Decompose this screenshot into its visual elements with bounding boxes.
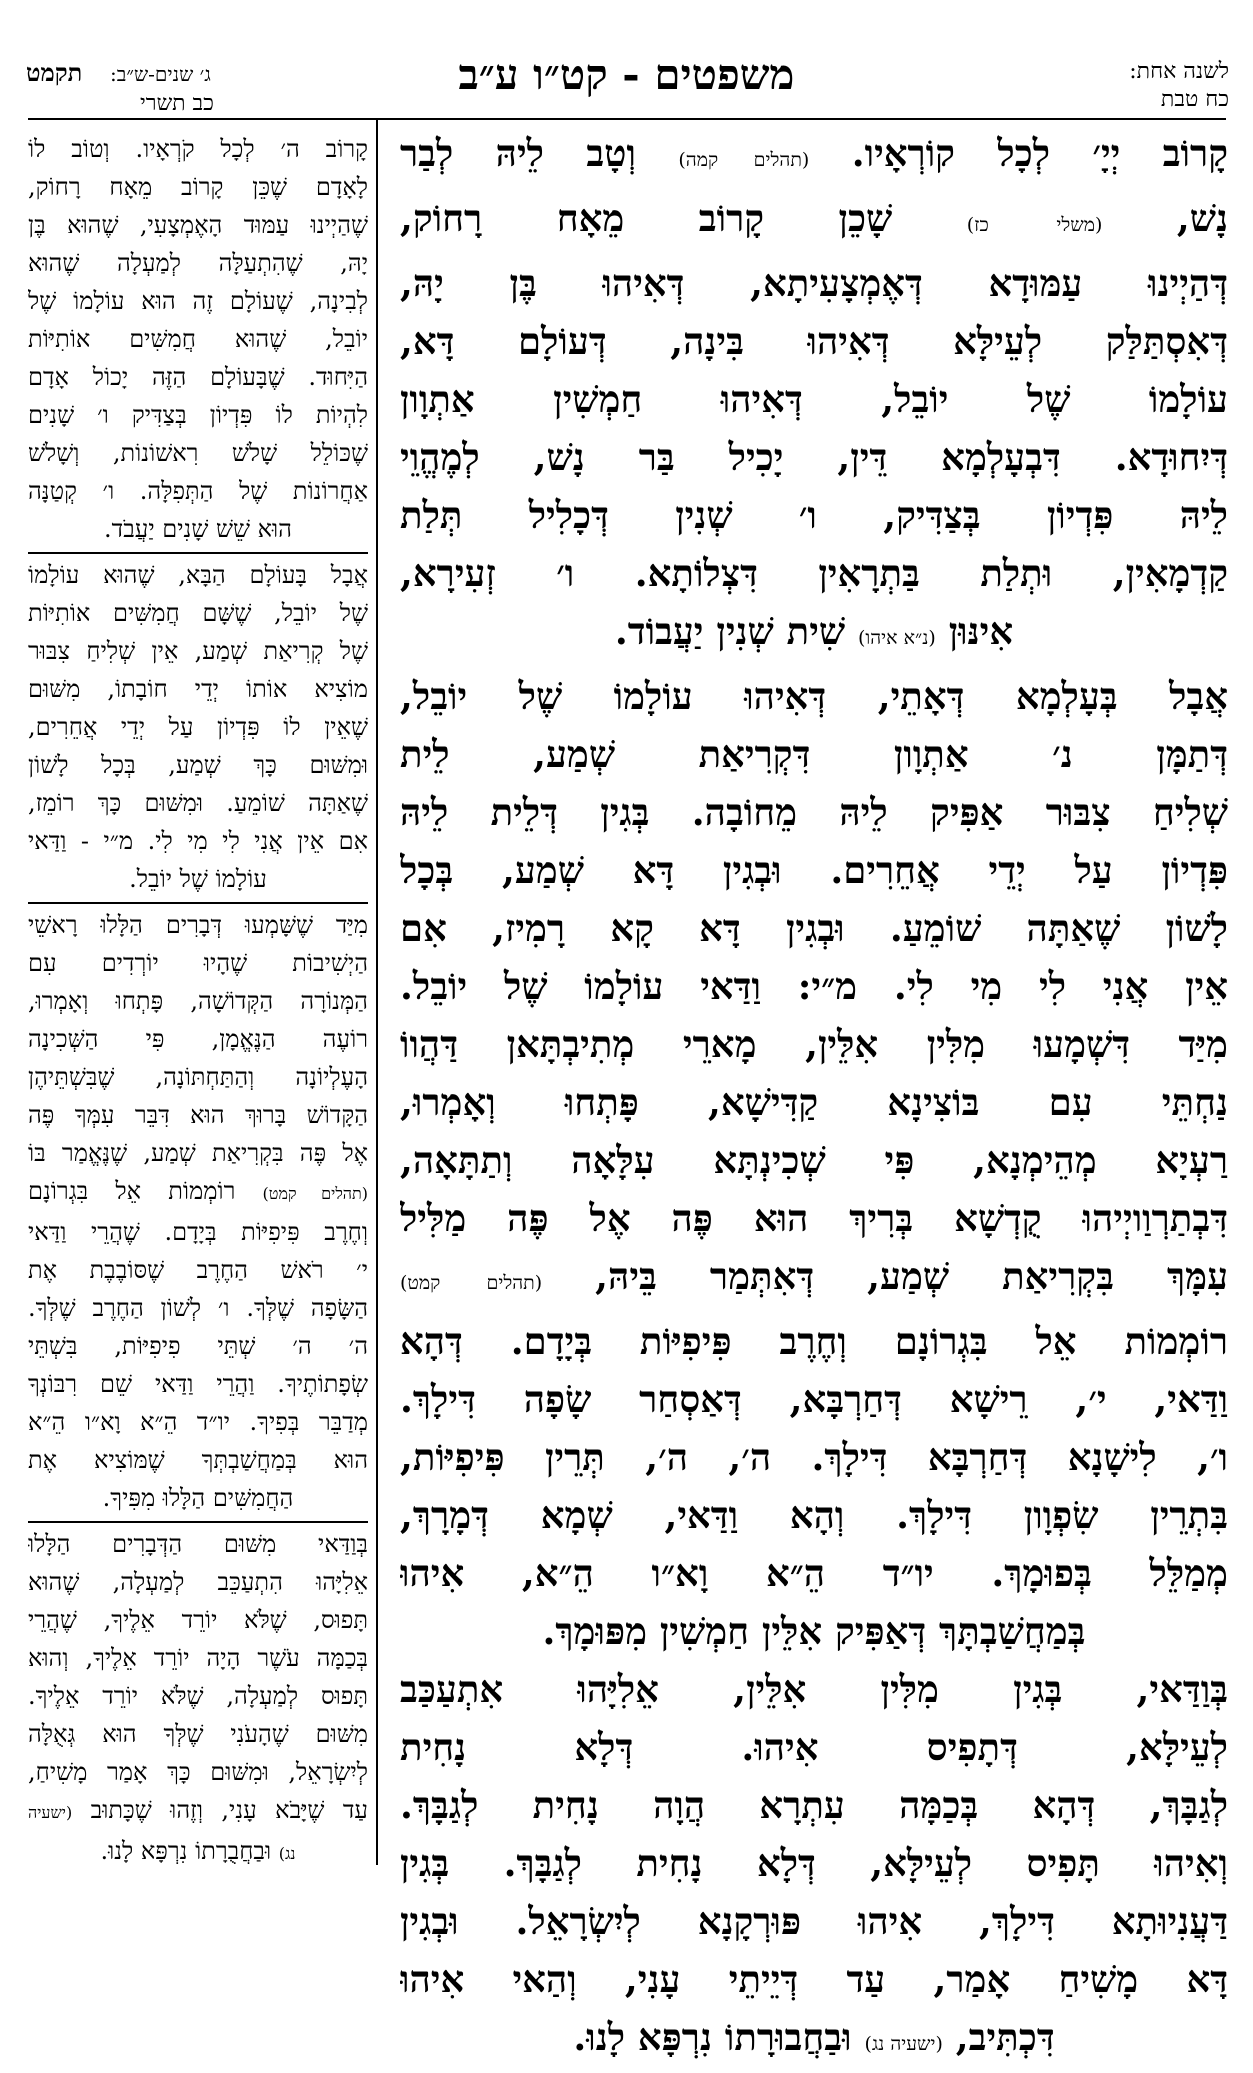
translation-line (28, 1058, 368, 1096)
translation-line (28, 708, 368, 746)
translation-line (28, 434, 368, 472)
column-divider (376, 120, 378, 1865)
verse-reference: (משלי כז) (966, 214, 1103, 236)
zohar-line-text: רַעְיָא מְהֵימְנָא, פִּי שְׁכִינְתָּא עִלָּאָה וְתַתָּאָה, (400, 1138, 1228, 1182)
translation-line (28, 632, 368, 670)
translation-line (28, 746, 368, 784)
zohar-line-text: לְגַבָּךְ, דְּהָא בְּכַמָּה עִתְרָא הֲוָה נָחִית לְגַבָּךְ. (400, 1783, 1228, 1827)
zohar-line-text: מְמַלֵּל בְּפוּמָךְ. יו״ד הֵ״א וָא״ו הֵ״א, אִיהוּ (400, 1551, 1228, 1595)
zohar-line (400, 1544, 1228, 1602)
translation-line-text: לָאָדָם שֶׁכֵּן קָרוֹב מֵאָח רָחוֹק, (28, 173, 368, 201)
zohar-line (400, 124, 1228, 189)
verse-reference: נג) (278, 1844, 296, 1863)
zohar-line-text: דָּא מָשִׁיחַ אָמַר, עַד דְּיֵיתֵי עָנִי, וְהַאי אִיהוּ (400, 1957, 1228, 2001)
zohar-line (400, 667, 1228, 725)
translation-line (28, 1563, 368, 1601)
zohar-line (400, 1834, 1228, 1892)
page-title: משפטים - קט״ו ע״ב (458, 50, 795, 99)
translation-line-text: מוֹצִיא אוֹתוֹ יְדֵי חוֹבָתוֹ, מִשּׁוּם (28, 675, 368, 703)
zohar-line-text: ו׳, לִישָׁנָא דְּחַרְבָּא דִּילָךְ. ה׳, ה׳, תְּרֵין פִּיפִיּוֹת, (400, 1435, 1228, 1479)
translation-line (28, 1677, 368, 1715)
translation-line-text: תָּפוּס, שֶׁלֹּא יוֹרֵד אֵלֶיךָ, שֶׁהֲרֵי (28, 1606, 368, 1634)
zohar-line-text: בִּתְרֵין שִׂפְוָון דִּילָךְ. וְהָא וַדַּאי, שְׁמָא דְּמָרָךְ, (400, 1493, 1228, 1537)
zohar-line-text: דְּיִחוּדָא. דִּבְעָלְמָא דֵּין, יָכִיל בַּר נָשׁ, לְמֶהֱוֵי (400, 435, 1228, 479)
translation-line-text: אַחֲרוֹנוֹת שֶׁל הַתְּפִלָּה. ו׳ קְטַנָּה (28, 477, 368, 505)
translation-line (28, 594, 368, 632)
translation-line (28, 1791, 368, 1832)
translation-line-text: שֶׁאַתָּה שׁוֹמֵעַ. וּמִשּׁוּם כָּךְ רוֹמֵז, (28, 789, 368, 817)
zohar-line (400, 1131, 1228, 1189)
zohar-line (400, 370, 1228, 428)
translation-line-text: הַשָּׂפָה שֶׁלְּךָ. ו׳ לְשׁוֹן הַחֶרֶב שֶׁלְּךָ. (28, 1294, 368, 1322)
zohar-line (400, 1015, 1228, 1073)
verse-reference: (תהלים קמה) (678, 149, 810, 171)
zohar-line (400, 1892, 1228, 1950)
translation-line-text: יוֹבֵל, שֶׁהוּא חֲמִשִּׁים אוֹתִיּוֹת (28, 325, 368, 353)
translation-line (28, 282, 368, 320)
translation-line-text: הוּא שֵׁשׁ שָׁנִים יַעֲבֹד. (104, 515, 292, 543)
zohar-line-text: רוֹמְמוֹת אֵל בִּגְרוֹנָם וְחֶרֶב פִּיפִיּוֹת בְּיָדָם. דְּהָא (400, 1319, 1228, 1363)
zohar-line (400, 602, 1228, 667)
zohar-line (400, 1189, 1228, 1247)
translation-line (28, 244, 368, 282)
translation-line-text: הַקָּדוֹשׁ בָּרוּךְ הוּא דִּבֵּר עִמְּךָ פֶּה (28, 1101, 368, 1129)
zohar-line-text: דְּתַמָּן נ׳ אַתְוָון דִּקְרִיאַת שְׁמַע, לֵית (400, 732, 1228, 776)
translation-line-text: שֶׁאֵין לוֹ פִּדְיוֹן עַל יְדֵי אֲחֵרִים, (28, 713, 368, 741)
zohar-line-text-continued: שָׁכֵן קָרוֹב מֵאָח רָחוֹק, (400, 196, 967, 240)
zohar-line (400, 1073, 1228, 1131)
paragraph-divider (28, 1521, 368, 1523)
translation-line (28, 1251, 368, 1289)
zohar-line (400, 1602, 1228, 1660)
zohar-line-text: דִּבְתַרְוַויְיהוּ קֻדְשָׁא בְּרִיךְ הוּא פֶּה אֶל פֶּה מַלִּיל (400, 1196, 1228, 1240)
translation-line-text: מְדַבֵּר בְּפִיךָ. יו״ד הֵ״א וָא״ו הֵ״א (28, 1408, 368, 1436)
translation-line-text: קָרוֹב ה׳ לְכָל קֹרְאָיו. וְטוֹב לוֹ (28, 135, 368, 163)
translation-line (28, 358, 368, 396)
zohar-line (400, 725, 1228, 783)
translation-line-text: שֶׁל יוֹבֵל, שֶׁשָּׁם חֲמִשִּׁים אוֹתִיּוֹת (28, 599, 368, 627)
translation-line-text: אֲבָל בָּעוֹלָם הַבָּא, שֶׁהוּא עוֹלָמוֹ (28, 561, 368, 589)
translation-line-text: הַמְּנוֹרָה הַקְּדוֹשָׁה, פָּתְחוּ וְאָמְרוּ, (28, 987, 368, 1015)
zohar-line-text: נַחְתֵּי עִם בּוֹצִינָא קַדִּישָׁא, פָּתְחוּ וְאָמְרוּ, (400, 1080, 1228, 1124)
translation-line (28, 1327, 368, 1365)
translation-line-text: וְחֶרֶב פִּיפִיּוֹת בְּיָדָם. שֶׁהֲרֵי וַדַּאי (28, 1218, 368, 1246)
translation-line-text: הַיְשִׁיבוֹת שֶׁהָיוּ יוֹרְדִים עִם (28, 949, 368, 977)
page-number: תקמט (26, 58, 83, 87)
translation-line-text: אֵלִיָּהוּ הִתְעַכֵּב לְמַעְלָה, שֶׁהוּא (28, 1568, 368, 1596)
translation-line-text: רוֹעֶה הַנֶּאֱמָן, פִּי הַשְּׁכִינָה (28, 1025, 368, 1053)
zohar-line-text-continued: שִׁית שְׁנִין יַעֲבוֹד. (614, 609, 858, 653)
translation-line (28, 1753, 368, 1791)
translation-line-text: וּמִשּׁוּם כָּךְ שְׁמַע, בְּכָל לָשׁוֹן (28, 751, 368, 779)
translation-line-text: עוֹלָמוֹ שֶׁל יוֹבֵל. (129, 865, 267, 893)
translation-line (28, 1832, 368, 1873)
zohar-line-text: קָרוֹב יְיָ׳ לְכָל קוֹרְאָיו. (809, 131, 1228, 175)
translation-line (28, 982, 368, 1020)
translation-line (28, 860, 368, 898)
translation-line-text: י׳ רֹאשׁ הַחֶרֶב שֶׁסּוֹבֶבֶת אֶת (28, 1256, 368, 1284)
translation-line (28, 472, 368, 510)
zohar-line (400, 1247, 1228, 1312)
translation-line (28, 1479, 368, 1517)
zohar-line-text: דְּאִסְתַּלַּק לְעֵילָּא דְּאִיהוּ בִּינָה, דְּעוֹלָם דָּא, (400, 319, 1228, 363)
translation-line-text: הוּא בְּמַחֲשַׁבְתְּךָ שֶׁמּוֹצִיא אֶת (28, 1446, 368, 1474)
zohar-line-text: לֵיהּ פִּדְיוֹן בְּצַדִּיק, ו׳ שְׁנִין דְּכָלִיל תְּלַת (400, 493, 1228, 537)
verse-reference: (תהלים קמט) (400, 1272, 543, 1294)
verse-reference: (ישעיה (28, 1803, 73, 1822)
translation-line (28, 1365, 368, 1403)
zohar-line (400, 1660, 1228, 1718)
translation-line (28, 1403, 368, 1441)
translation-line-text: שֶׁל קְרִיאַת שְׁמַע, אֵין שְׁלִיחַ צִבּוּר (28, 637, 368, 665)
verse-reference: (נ״א איהו) (857, 627, 936, 649)
translation-line (28, 130, 368, 168)
translation-line (28, 944, 368, 982)
translation-line-text: לְיִשְׂרָאֵל, וּמִשּׁוּם כָּךְ אָמַר מָשִׁיחַ, (28, 1758, 368, 1786)
zohar-line (400, 1776, 1228, 1834)
translation-line-text: מִשּׁוּם שֶׁהָעֹנִי שֶׁלְּךָ הוּא גְּאֻלָּה (28, 1720, 368, 1748)
translation-line (28, 1525, 368, 1563)
translation-line-text: תָּפוּס לְמַעְלָה, שֶׁלֹּא יוֹרֵד אֵלֶיךָ. (28, 1682, 368, 1710)
zohar-line-text-continued: וּבַחֲבוּרָתוֹ נִרְפָּא לָנוּ. (573, 2015, 865, 2059)
zohar-line-text: פִּדְיוֹן עַל יְדֵי אֲחֵרִים. וּבְגִין דָּא שְׁמַע, בְּכָל (400, 848, 1228, 892)
zohar-line (400, 544, 1228, 602)
translation-line-text: לְבִינָה, שֶׁעוֹלָם זֶה הוּא עוֹלָמוֹ שֶׁל (28, 287, 368, 315)
zohar-line (400, 957, 1228, 1015)
translation-line (28, 1441, 368, 1479)
zohar-line-text: דִּכְתִּיב, (942, 2015, 1055, 2059)
translation-line-text-continued: וּבַחֲבֻרָתוֹ נִרְפָּא לָנוּ. (100, 1837, 279, 1865)
translation-line (28, 396, 368, 434)
translation-line (28, 1096, 368, 1134)
zohar-line (400, 189, 1228, 254)
translation-line-text: בְּכַמָּה עֹשֶׁר הָיָה יוֹרֵד אֵלֶיךָ, וְהוּא (28, 1644, 368, 1672)
translation-line (28, 1172, 368, 1213)
translation-line (28, 1601, 368, 1639)
zohar-line-text: עוֹלָמוֹ שֶׁל יוֹבֵל, דְּאִיהוּ חַמְשִׁין אַתְוָון (400, 377, 1228, 421)
translation-column (28, 130, 368, 1873)
translation-line (28, 556, 368, 594)
zohar-line (400, 1486, 1228, 1544)
daily-schedule-one-year-date: כח טבת (1160, 87, 1229, 112)
translation-line-text-continued: רוֹמְמוֹת אֵל בִּגְרוֹנָם (28, 1177, 263, 1205)
zohar-line-text: בְּוַדַּאי, בְּגִין מִלִּין אִלֵּין, אֵלִיָּהוּ אִתְעַכַּב (400, 1667, 1228, 1711)
translation-line (28, 906, 368, 944)
daily-schedule-one-year-label: לשנה אחת: (1129, 59, 1229, 84)
zohar-line (400, 1312, 1228, 1370)
zohar-line (400, 428, 1228, 486)
translation-line (28, 1213, 368, 1251)
zohar-line (400, 312, 1228, 370)
daily-schedule-three-years-date: כב תשרי (140, 91, 214, 116)
zohar-line-text-continued: וְטָב לֵיהּ לְבַר (400, 131, 679, 175)
zohar-line (400, 841, 1228, 899)
translation-line-text: בְּוַדַּאי מִשּׁוּם הַדְּבָרִים הַלָּלוּ (28, 1530, 368, 1558)
zohar-line (400, 1428, 1228, 1486)
translation-line (28, 822, 368, 860)
zohar-line (400, 2008, 1228, 2073)
translation-line-text: יָהּ, שֶׁהִתְעַלָּה לְמַעְלָה שֶׁהוּא (28, 249, 368, 277)
zohar-line (400, 783, 1228, 841)
zohar-line-text: וַדַּאי, י׳, רֵישָׁא דְּחַרְבָּא, דְּאַסְחַר שָׂפָה דִּילָךְ. (400, 1377, 1228, 1421)
translation-line (28, 1020, 368, 1058)
translation-line (28, 1289, 368, 1327)
translation-line-text: שֶׁכּוֹלֵל שָׁלֹשׁ רִאשׁוֹנוֹת, וְשָׁלֹשׁ (28, 439, 368, 467)
zohar-line-text: קַדְמָאִין, וּתְלַת בַּתְרָאִין דִּצְלוֹתָא. ו׳ זְעִירָא, (400, 551, 1228, 595)
translation-line-text: שֶׁהַיְינוּ עַמּוּד הָאֶמְצָעִי, שֶׁהוּא בֶּן (28, 211, 368, 239)
translation-line (28, 1715, 368, 1753)
zohar-line-text: וְאִיהוּ תָּפִיס לְעֵילָּא, דְּלָא נָחִית לְגַבָּךְ. בְּגִין (400, 1841, 1228, 1885)
zohar-line-text: לָשׁוֹן שֶׁאַתָּה שׁוֹמֵעַ. וּבְגִין דָּא קָא רָמִיז, אִם (400, 906, 1228, 950)
zohar-line (400, 1370, 1228, 1428)
zohar-line-text: נָשׁ, (1102, 196, 1228, 240)
translation-line (28, 510, 368, 548)
translation-line-text: הַיִּחוּד. שֶׁבָּעוֹלָם הַזֶּה יָכוֹל אָדָם (28, 363, 368, 391)
zohar-line-text: אִינּוּן (935, 609, 1014, 653)
main-text-column (400, 124, 1228, 2073)
translation-line (28, 320, 368, 358)
translation-line (28, 1639, 368, 1677)
zohar-line-text: עִמָּךְ בִּקְרִיאַת שְׁמַע, דְּאִתְּמַר בֵּיהּ, (542, 1254, 1228, 1298)
daily-schedule-three-years-label: ג׳ שנים-ש״ב: (110, 62, 211, 86)
translation-line-text: לִהְיוֹת לוֹ פִּדְיוֹן בְּצַדִּיק ו׳ שָׁנִים (28, 401, 368, 429)
verse-reference: (תהלים קמט) (262, 1184, 368, 1203)
zohar-line (400, 1718, 1228, 1776)
zohar-line (400, 486, 1228, 544)
translation-line-text: מִיַּד שֶׁשָּׁמְעוּ דְּבָרִים הַלָּלוּ רָאשֵׁי (28, 911, 368, 939)
translation-line (28, 168, 368, 206)
zohar-line-text: שְׁלִיחַ צִבּוּר אַפִּיק לֵיהּ מֵחוֹבָה. בְּגִין דְּלֵית לֵיהּ (400, 790, 1228, 834)
zohar-line (400, 254, 1228, 312)
zohar-line (400, 899, 1228, 957)
zohar-line-text: אֲבָל בְּעָלְמָא דְּאָתֵי, דְּאִיהוּ עוֹלָמוֹ שֶׁל יוֹבֵל, (400, 674, 1228, 718)
translation-line (28, 206, 368, 244)
zohar-line-text: דַּעֲנִיוּתָא דִּילָךְ, אִיהוּ פּוּרְקָנָא לְיִשְׂרָאֵל. וּבְגִין (400, 1899, 1228, 1943)
translation-line-text: עַד שֶׁיָּבֹא עָנִי, וְזֶהוּ שֶׁכָּתוּב (72, 1796, 368, 1824)
zohar-line-text: אֵין אֲנִי לִי מִי לִי. מ״י: וַדַּאי עוֹלָמוֹ שֶׁל יוֹבֵל. (400, 964, 1228, 1008)
translation-line-text: שְׂפָתוֹתֶיךָ. וַהֲרֵי וַדַּאי שֵׁם רִבּוֹנְךָ (28, 1370, 368, 1398)
translation-line-text: ה׳ ה׳ שְׁתֵּי פִיפִיּוֹת, בִּשְׁתֵּי (28, 1332, 368, 1360)
paragraph-divider (28, 552, 368, 554)
translation-line-text: אִם אֵין אֲנִי לִי מִי לִי. מ״י - וַדַּאי (28, 827, 368, 855)
zohar-line-text: לְעֵילָּא, דְּתָפִיס אִיהוּ. דְּלָא נָחִית (400, 1725, 1228, 1769)
header-rule (28, 118, 1226, 120)
zohar-line-text: מִיַּד דִּשְׁמָעוּ מִלִּין אִלֵּין, מָארֵי מְתִיבְתָּאן דַּהֲווֹ (400, 1022, 1228, 1066)
translation-line (28, 670, 368, 708)
zohar-line-text: בְּמַחֲשַׁבְתָּךְ דְּאַפִּיק אִלֵּין חַמְשִׁין מִפּוּמָךְ. (542, 1609, 1086, 1653)
zohar-line-text: דְּהַיְינוּ עַמּוּדָא דְּאֶמְצָעִיתָא, דְּאִיהוּ בֶּן יָהּ, (400, 261, 1228, 305)
translation-line (28, 784, 368, 822)
translation-line-text: הַחֲמִשִּׁים הַלָּלוּ מִפִּיךָ. (102, 1484, 294, 1512)
translation-line-text: אֶל פֶּה בִּקְרִיאַת שְׁמַע, שֶׁנֶּאֱמַר בּוֹ (28, 1139, 368, 1167)
translation-line-text: הָעֶלְיוֹנָה וְהַתַּחְתּוֹנָה, שֶׁבִּשְׁתֵּיהֶן (28, 1063, 368, 1091)
verse-reference: (ישעיה נג) (864, 2033, 943, 2055)
paragraph-divider (28, 902, 368, 904)
zohar-line (400, 1950, 1228, 2008)
translation-line (28, 1134, 368, 1172)
